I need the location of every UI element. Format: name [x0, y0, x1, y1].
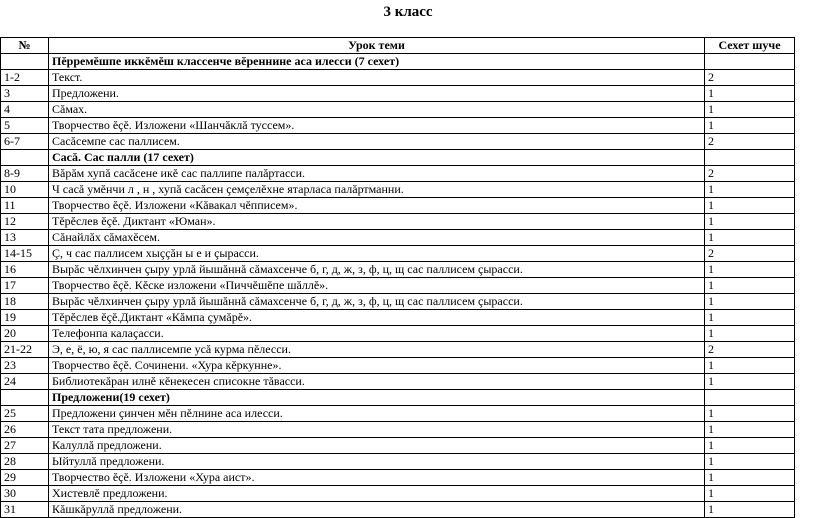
table-row	[1, 342, 795, 358]
lesson-number-cell: 3	[1, 86, 49, 102]
lesson-topic-cell: Предложени.	[49, 86, 705, 102]
lesson-hours-cell: 1	[705, 262, 795, 278]
lesson-topic-cell: Творчество ĕçĕ. Кĕске изложени «Пиччĕшĕпе шăллĕ».	[49, 278, 705, 294]
lesson-topic-cell: Калуллă предложени.	[49, 438, 705, 454]
lesson-topic-cell: Текст тата предложени.	[49, 422, 705, 438]
lesson-number-cell	[1, 150, 49, 166]
lesson-topic-cell: Кăшкăруллă предложени.	[49, 502, 705, 518]
lesson-topic-cell: Сăмах.	[49, 102, 705, 118]
table-row	[1, 198, 795, 214]
lesson-hours-cell: 1	[705, 374, 795, 390]
table-row	[1, 406, 795, 422]
lesson-number-cell: 23	[1, 358, 49, 374]
lesson-topic-cell: Сасă. Сас палли (17 сехет)	[49, 150, 705, 166]
lesson-number-cell: 27	[1, 438, 49, 454]
table-row	[1, 182, 795, 198]
lesson-topic-cell: Э, е, ё, ю, я сас паллисемпе усă курма пĕлесси.	[49, 342, 705, 358]
lesson-number-cell: 14-15	[1, 246, 49, 262]
lesson-number-cell: 19	[1, 310, 49, 326]
section-header-row	[1, 54, 795, 70]
lesson-hours-cell: 1	[705, 310, 795, 326]
lesson-topic-cell: Ч сасă умĕнчи л , н , хупă сасăсен çемçелĕхне ятарласа палăртманни.	[49, 182, 705, 198]
lesson-topic-cell: Текст.	[49, 70, 705, 86]
table-row	[1, 310, 795, 326]
lesson-topic-cell: Ыйтуллă предложени.	[49, 454, 705, 470]
lesson-topic-cell: Пĕрремĕшпе иккĕмĕш классенче вĕреннине аса илесси (7 сехет)	[49, 54, 705, 70]
lesson-topic-cell: Тĕрĕслев ĕçĕ.Диктант «Кăмпа çумăрĕ».	[49, 310, 705, 326]
lesson-topic-cell: Вырăс чĕлхинчен çыру урлă йышăннă сăмахсенче б, г, д, ж, з, ф, ц, щ сас паллисем çырасси.	[49, 262, 705, 278]
lesson-topic-cell: Ç, ч сас паллисем хыççăн ы е и çырасси.	[49, 246, 705, 262]
lesson-number-cell: 29	[1, 470, 49, 486]
column-header-topic: Урок теми	[49, 38, 705, 54]
section-header-row	[1, 390, 795, 406]
lesson-number-cell: 11	[1, 198, 49, 214]
lesson-number-cell: 16	[1, 262, 49, 278]
lesson-number-cell: 6-7	[1, 134, 49, 150]
lesson-hours-cell: 2	[705, 70, 795, 86]
lesson-number-cell: 25	[1, 406, 49, 422]
table-row	[1, 230, 795, 246]
lesson-number-cell: 17	[1, 278, 49, 294]
lesson-topic-cell: Творчество ĕçĕ. Изложени «Кăвакал чĕпписем».	[49, 198, 705, 214]
table-row	[1, 118, 795, 134]
table-row	[1, 246, 795, 262]
table-row	[1, 358, 795, 374]
lesson-number-cell: 5	[1, 118, 49, 134]
lesson-topic-cell: Предложени çинчен мĕн пĕлнине аса илесси.	[49, 406, 705, 422]
lesson-hours-cell: 2	[705, 166, 795, 182]
lesson-number-cell: 13	[1, 230, 49, 246]
table-row	[1, 262, 795, 278]
lesson-number-cell: 8-9	[1, 166, 49, 182]
lesson-number-cell: 31	[1, 502, 49, 518]
lesson-hours-cell: 1	[705, 198, 795, 214]
lesson-hours-cell: 1	[705, 358, 795, 374]
table-row	[1, 86, 795, 102]
column-header-hours: Сехет шуче	[705, 38, 795, 54]
lesson-number-cell: 4	[1, 102, 49, 118]
lesson-topic-cell: Творчество ĕçĕ. Изложени «Шанчăклă туссем».	[49, 118, 705, 134]
table-row	[1, 166, 795, 182]
lesson-number-cell	[1, 54, 49, 70]
lesson-number-cell: 10	[1, 182, 49, 198]
table-row	[1, 422, 795, 438]
lesson-topic-cell: Библиотекăран илнĕ кĕнекесен списокне тăвасси.	[49, 374, 705, 390]
lesson-hours-cell: 2	[705, 134, 795, 150]
page-title: 3 класс	[383, 4, 433, 20]
table-row	[1, 454, 795, 470]
lesson-hours-cell: 1	[705, 406, 795, 422]
table-header-row	[1, 38, 795, 54]
lesson-hours-cell: 1	[705, 454, 795, 470]
column-header-number: №	[1, 38, 49, 54]
lesson-hours-cell: 1	[705, 278, 795, 294]
lesson-number-cell: 28	[1, 454, 49, 470]
table-row	[1, 326, 795, 342]
table-row	[1, 374, 795, 390]
lesson-hours-cell: 1	[705, 214, 795, 230]
table-row	[1, 294, 795, 310]
lesson-hours-cell: 2	[705, 342, 795, 358]
lesson-number-cell: 20	[1, 326, 49, 342]
lesson-topic-cell: Тĕрĕслев ĕçĕ. Диктант «Юман».	[49, 214, 705, 230]
table-row	[1, 438, 795, 454]
lesson-number-cell	[1, 390, 49, 406]
lesson-topic-cell: Творчество ĕçĕ. Сочинени. «Хура кĕркунне».	[49, 358, 705, 374]
lesson-hours-cell: 1	[705, 422, 795, 438]
lesson-number-cell: 1-2	[1, 70, 49, 86]
lesson-hours-cell: 1	[705, 102, 795, 118]
lesson-number-cell: 24	[1, 374, 49, 390]
lesson-hours-cell: 2	[705, 246, 795, 262]
lesson-topic-cell: Хистевлĕ предложени.	[49, 486, 705, 502]
lesson-number-cell: 26	[1, 422, 49, 438]
lesson-hours-cell: 1	[705, 118, 795, 134]
lesson-number-cell: 30	[1, 486, 49, 502]
lesson-hours-cell: 1	[705, 502, 795, 518]
lesson-topic-cell: Творчество ĕçĕ. Изложени «Хура аист».	[49, 470, 705, 486]
table-row	[1, 134, 795, 150]
lesson-topic-cell: Телефонпа калаçасси.	[49, 326, 705, 342]
lesson-hours-cell: 1	[705, 326, 795, 342]
lesson-topic-cell: Вырăс чĕлхинчен çыру урлă йышăннă сăмахсенче б, г, д, ж, з, ф, ц, щ сас паллисем çырасси.	[49, 294, 705, 310]
lesson-table	[0, 37, 795, 518]
lesson-hours-cell: 1	[705, 294, 795, 310]
table-row	[1, 278, 795, 294]
lesson-hours-cell: 1	[705, 470, 795, 486]
table-row	[1, 486, 795, 502]
lesson-number-cell: 21-22	[1, 342, 49, 358]
lesson-hours-cell: 1	[705, 86, 795, 102]
table-row	[1, 70, 795, 86]
lesson-topic-cell: Вăрăм хупă сасăсене икĕ сас паллипе палăртасси.	[49, 166, 705, 182]
lesson-hours-cell: 1	[705, 438, 795, 454]
lesson-hours-cell: 1	[705, 486, 795, 502]
lesson-topic-cell: Сăнайлăх сăмахĕсем.	[49, 230, 705, 246]
table-row	[1, 502, 795, 518]
lesson-hours-cell	[705, 54, 795, 70]
lesson-hours-cell: 1	[705, 230, 795, 246]
table-row	[1, 470, 795, 486]
lesson-topic-cell: Предложени(19 сехет)	[49, 390, 705, 406]
section-header-row	[1, 150, 795, 166]
lesson-hours-cell	[705, 150, 795, 166]
lesson-number-cell: 12	[1, 214, 49, 230]
table-row	[1, 102, 795, 118]
lesson-topic-cell: Сасăсемпе сас паллисем.	[49, 134, 705, 150]
lesson-number-cell: 18	[1, 294, 49, 310]
lesson-hours-cell	[705, 390, 795, 406]
table-row	[1, 214, 795, 230]
lesson-hours-cell: 1	[705, 182, 795, 198]
